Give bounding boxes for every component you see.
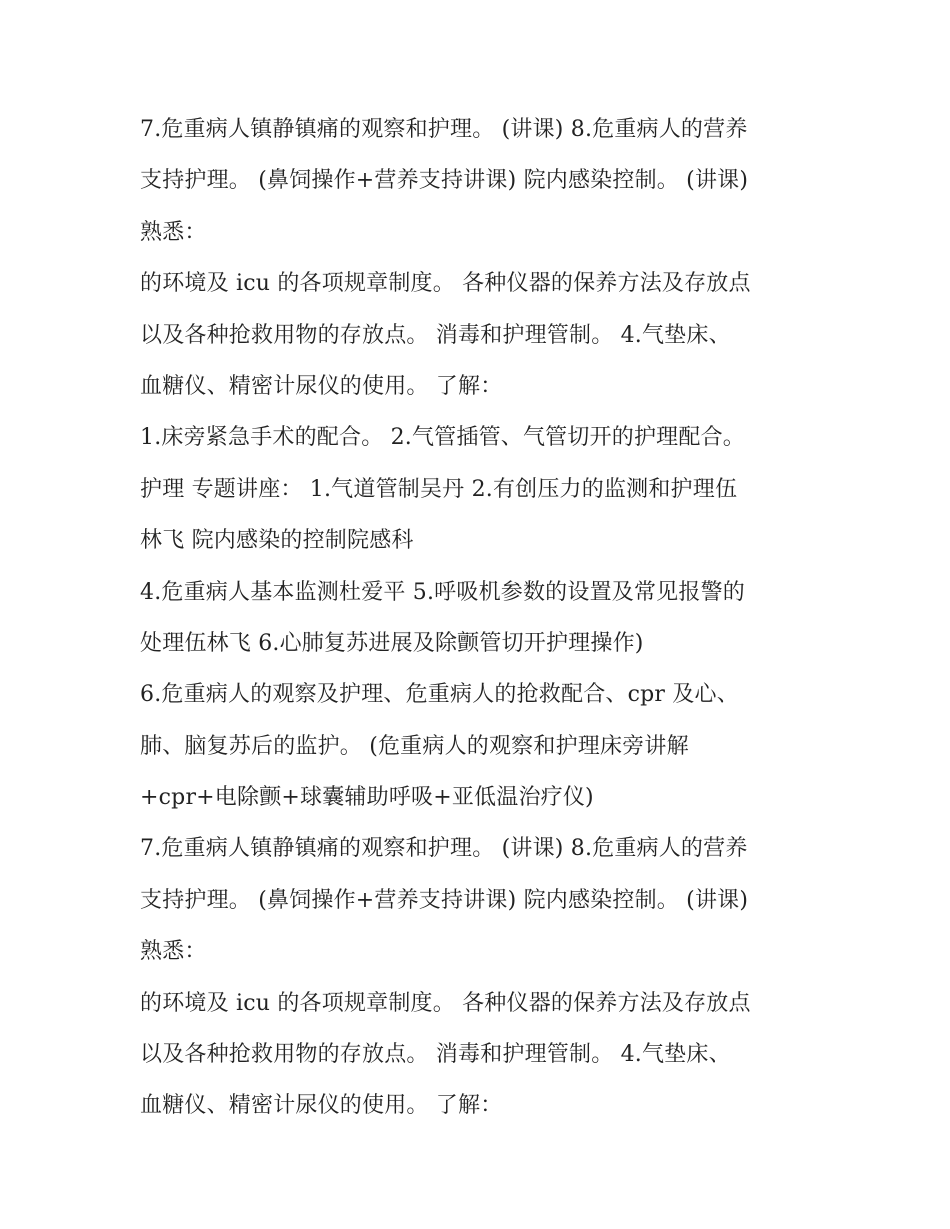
text-line: +cpr+电除颤+球囊辅助呼吸+亚低温治疗仪) xyxy=(140,785,594,811)
text-line: 4.危重病人基本监测杜爱平 5.呼吸机参数的设置及常见报警的 xyxy=(140,579,745,605)
document-body xyxy=(140,108,820,1136)
text-line: 熟悉： xyxy=(140,219,207,245)
text-line: 处理伍林飞 6.心肺复苏进展及除颤管切开护理操作) xyxy=(140,630,644,656)
text-line: 肺、脑复苏后的监护。 (危重病人的观察和护理床旁讲解 xyxy=(140,733,689,759)
text-line: 血糖仪、精密计尿仪的使用。 了解： xyxy=(140,1093,503,1119)
text-line: 熟悉： xyxy=(140,939,207,965)
text-line: 支持护理。 (鼻饲操作+营养支持讲课) 院内感染控制。 (讲课) xyxy=(140,887,749,913)
text-line: 血糖仪、精密计尿仪的使用。 了解： xyxy=(140,373,503,399)
text-line: 7.危重病人镇静镇痛的观察和护理。 (讲课) 8.危重病人的营养 xyxy=(140,117,748,142)
text-line: 7.危重病人镇静镇痛的观察和护理。 (讲课) 8.危重病人的营养 xyxy=(140,836,748,862)
text-line: 的环境及 icu 的各项规章制度。 各种仪器的保养方法及存放点 xyxy=(140,271,751,297)
text-line: 以及各种抢救用物的存放点。 消毒和护理管制。 4.气垫床、 xyxy=(140,322,731,348)
text-line: 护理 专题讲座： 1.气道管制吴丹 2.有创压力的监测和护理伍 xyxy=(140,476,738,502)
text-line: 林飞 院内感染的控制院感科 xyxy=(140,528,414,554)
text-line: 以及各种抢救用物的存放点。 消毒和护理管制。 4.气垫床、 xyxy=(140,1042,731,1068)
text-line: 6.危重病人的观察及护理、危重病人的抢救配合、cpr 及心、 xyxy=(140,682,739,708)
text-line: 1.床旁紧急手术的配合。 2.气管插管、气管切开的护理配合。 xyxy=(140,425,745,451)
text-line: 支持护理。 (鼻饲操作+营养支持讲课) 院内感染控制。 (讲课) xyxy=(140,168,749,194)
text-line: 的环境及 icu 的各项规章制度。 各种仪器的保养方法及存放点 xyxy=(140,990,751,1016)
